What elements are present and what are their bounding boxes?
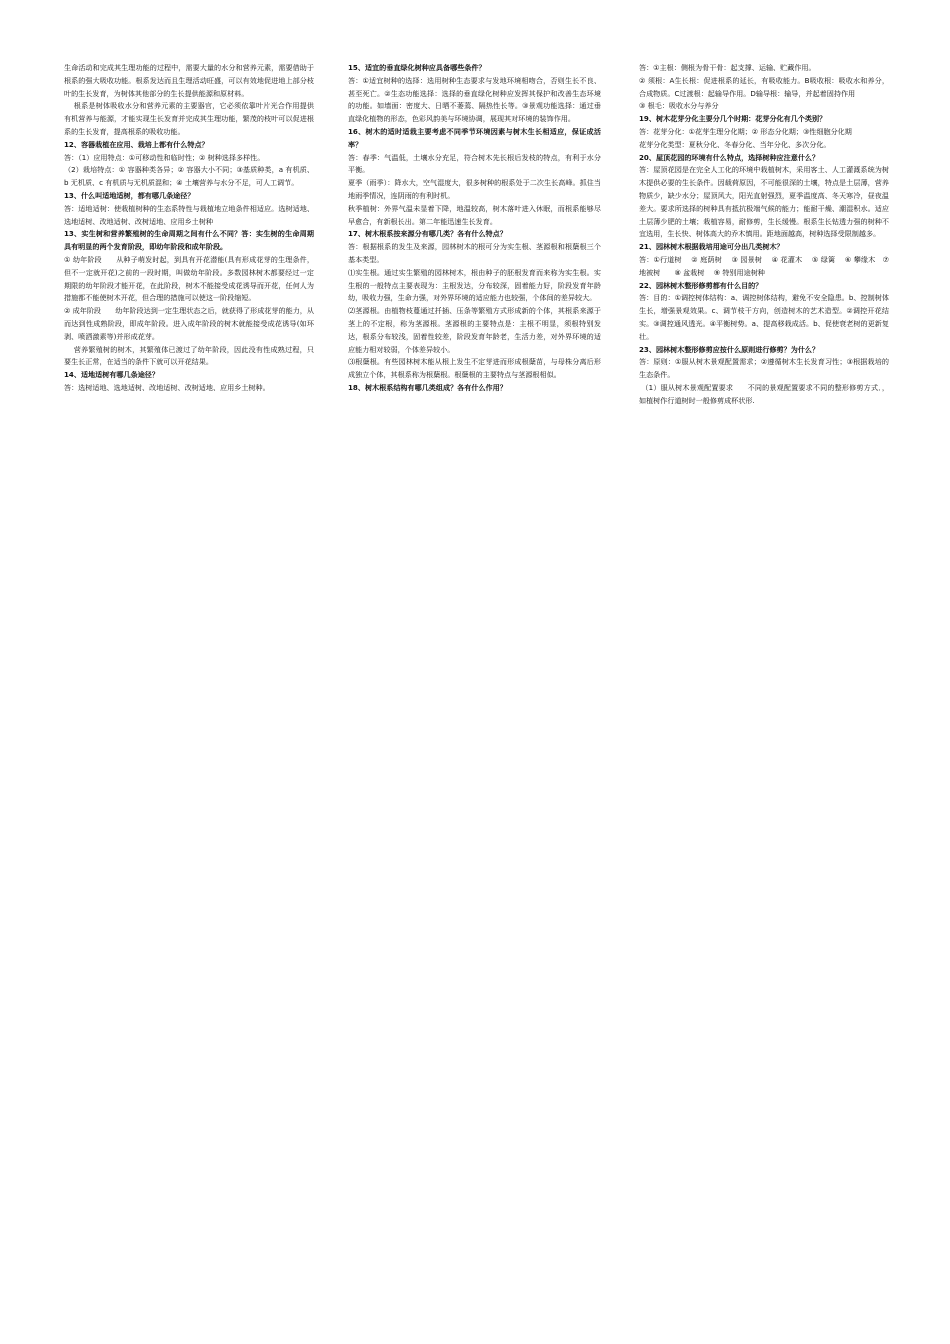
- question-heading: 19、树木花芽分化主要分几个时期：花芽分化有几个类别？: [639, 114, 827, 124]
- answer-paragraph: 答：①主根：侧根为骨干骨：起支撑、运输、贮藏作用。: [639, 63, 816, 72]
- answer-paragraph: ③ 根毛：吸收水分与养分: [639, 101, 719, 111]
- left-column: [64, 62, 314, 1344]
- answer-paragraph: 营养繁殖树的树木，其繁殖体已渡过了幼年阶段，因此没有性成熟过程，只要生长正常，在适当的条件下就可以开花结果。: [64, 344, 314, 367]
- question-heading: 17、树木根系按来源分有哪几类？各有什么特点？: [348, 229, 507, 239]
- answer-paragraph: 答：目的：①调控树体结构：a、调控树体结构，避免不安全隐患。b、控制树体生长，增强景观效果。c、调节枝干方向，创造树木的艺术造型。②调控开花结实。③调控通风透光。④平衡树势。a、提高移栽成活。b、促使衰老树的更新复壮。: [639, 293, 889, 341]
- answer-paragraph: ⑴实生根。通过实生繁殖的园林树木，根由种子的胚根发育而来称为实生根。实生根的一般特点主要表现为：主根发达，分布较深，固着能力好，阶段发育年龄幼，吸收力强，生命力强，对外界环境的适应能力也较强，个体间的差异较大。: [348, 267, 601, 303]
- middle-column: [348, 62, 601, 1344]
- question-heading: 12、容器栽植在应用、栽培上都有什么特点？: [64, 139, 209, 149]
- answer-paragraph: 答：花芽分化：①花芽生理分化期；② 形态分化期；③性细胞分化期: [639, 126, 852, 136]
- answer-paragraph: （1）服从树木景观配置要求 不同的景观配置要求不同的整形修剪方式．，如植树作行道树时一般修剪成杯状形.: [639, 382, 889, 405]
- answer-paragraph: 花芽分化类型：夏秋分化、冬春分化、当年分化、多次分化。: [639, 139, 831, 149]
- question-heading: 15、适宜的垂直绿化树种应具备哪些条件？: [348, 63, 486, 72]
- answer-paragraph: ② 成年阶段 幼年阶段达到一定生理状态之后，就获得了形成花芽的能力，从而达到性成熟阶段，即成年阶段。进入成年阶段的树木就能接受成花诱导(如环剥、喷洒激素等)并形成花芽。: [64, 306, 314, 341]
- question-heading: 13、什么叫适地适树，都有哪几条途径？: [64, 190, 195, 200]
- answer-paragraph: ⑵茎源根。由植物枝蔓通过扦插、压条等繁殖方式形成新的个体，其根系来源于茎上的不定根，称为茎源根。茎源根的主要特点是：主根不明显，须根特别发达，根系分布较浅，固着性较差，阶段发育年龄老，生活力差，对外界环境的适应能力相对较弱，个体差异较小。: [348, 306, 601, 354]
- question-heading: 22、园林树木整形修剪都有什么目的？: [639, 280, 763, 290]
- question-heading: 18、树木根系结构有哪几类组成？各有什么作用？: [348, 382, 507, 392]
- answer-paragraph: ⑶根蘖根。有些园林树木能从根上发生不定芽进而形成根蘖苗，与母株分离后形成独立个体，其根系称为根蘖根。根蘖根的主要特点与茎源根相似。: [348, 357, 601, 380]
- question-heading: 20、屋顶花园的环境有什么特点，选择树种应注意什么？: [639, 152, 820, 162]
- answer-paragraph: 夏季（雨季）：降水大，空气湿度大，很多树种的根系处于二次生长高峰。抓住当地雨季情况，连阴雨的有利时机。: [348, 178, 601, 200]
- answer-paragraph: ① 幼年阶段 从种子萌发时起，到具有开花潜能(具有形成花芽的生理条件，但不一定就开花)之前的一段时期，叫做幼年阶段。多数园林树木都要经过一定期限的幼年阶段才能开花，在此阶段，树木不能接受成花诱导而开花，任何人为措施都不能使树木开花，但合理的措施可以使这一阶段缩短。: [64, 254, 314, 303]
- answer-paragraph: 答：选树适地、选地适树、改地适树、改树适地、应用乡土树种。: [64, 382, 270, 392]
- answer-paragraph: 根系是树体吸收水分和营养元素的主要器官，它必须依靠叶片光合作用提供有机营养与能源，才能实现生长发育并完成其生理功能，繁茂的枝叶可以促进根系的生长发育，提高根系的吸收功能。: [64, 101, 314, 136]
- answer-paragraph: 秋季植树：外界气温未显着下降，地温较高，树木落叶进入休眠，而根系能够尽早愈合，有新根长出。第二年能迅速生长发育。: [348, 203, 601, 226]
- question-heading: 13、实生树和营养繁殖树的生命周期之间有什么不同？答：实生树的生命周期具有明显的两个发育阶段，即幼年阶段和成年阶段。: [64, 229, 314, 252]
- right-column: [639, 62, 889, 1344]
- answer-paragraph: 答：原则：①服从树木景观配置需求；②遵循树木生长发育习性；③根据栽培的生态条件。: [639, 357, 889, 380]
- answer-paragraph: 答：适地适树：使栽植树种的生态系特性与栽植地立地条件相适应。选树适地、选地适树、改地适树、改树适地、应用乡土树种: [64, 203, 314, 226]
- answer-paragraph: ② 须根：A生长根：促进根系的延长，有吸收能力。B吸收根：吸收水和养分，合成物质。C过渡根：起输导作用。D输导根：输导，并起着固持作用: [639, 75, 889, 98]
- answer-paragraph: 答：①行道树 ② 庭荫树 ③ 园景树 ④ 花灌木 ⑤ 绿篱 ⑥ 攀缘木 ⑦地被树 ⑧ 盆栽树 ⑨ 特别用途树种: [639, 254, 889, 277]
- question-heading: 16、树木的适时适栽主要考虑不同季节环境因素与树木生长相适应，保证成活率？: [348, 126, 601, 149]
- question-heading: 14、适地适树有哪几条途径？: [64, 370, 159, 380]
- answer-paragraph: 答：屋顶花园是在完全人工化的环境中栽植树木，采用客土、人工灌溉系统为树木提供必要的生长条件。因载荷原因，不可能很深的土壤，特点是土层薄，营养物质少，缺少水分；屋顶风大，阳光直射强烈，夏季温度高、冬天寒冷，昼夜温差大。要求所选择的树种具有抵抗极端气候的能力；能耐干燥、潮湿积水。适应土层薄少肥的土壤；栽植容易，耐修剪，生长缓慢。根系生长钻透力强的树种不宜选用，生长快、树体高大的乔木慎用。距地面越高，树种选择受限制越多。: [639, 165, 889, 239]
- question-heading: 21、园林树木根据栽培用途可分出几类树木？: [639, 242, 784, 252]
- answer-paragraph: 答：春季：气温低，土壤水分充足，符合树木先长根后发枝的特点，有利于水分平衡。: [348, 152, 601, 175]
- answer-paragraph: 答：（1）应用特点：①可移动性和临时性；② 树种选择多样性。: [64, 152, 265, 162]
- answer-paragraph: （2）栽培特点：① 容器种类各异；② 容器大小不同；③基质种类，a 有机质、b 无机质、c 有机质与无机质混和；④ 土壤营养与水分不足，可人工调节。: [64, 165, 314, 188]
- question-heading: 23、园林树木整形修剪应按什么原则进行修剪？为什么？: [639, 344, 820, 354]
- answer-paragraph: 生命活动和完成其生理功能的过程中，需要大量的水分和营养元素，需要借助于根系的强大吸收功能。根系发达而且生理活动旺盛，可以有效地促进地上部分枝叶的生长发育，为树体其他部分的生长提供能源和原材料。: [64, 63, 314, 98]
- answer-paragraph: 答：根据根系的发生及来源，园林树木的根可分为实生根、茎源根和根蘖根三个基本类型。: [348, 242, 601, 264]
- answer-paragraph: 答：①适宜树种的选择：选用树种生态要求与发地环境相吻合，否则生长不良、甚至死亡。②生态功能选择：选择的垂直绿化树种应发挥其保护和改善生态环境的功能。如墙面：密度大、日晒不萎蔫、隔热性长等。③景观功能选择：通过垂直绿化植物的形态，色彩风韵美与环境协调，展现其对环境的装饰作用。: [348, 75, 601, 124]
